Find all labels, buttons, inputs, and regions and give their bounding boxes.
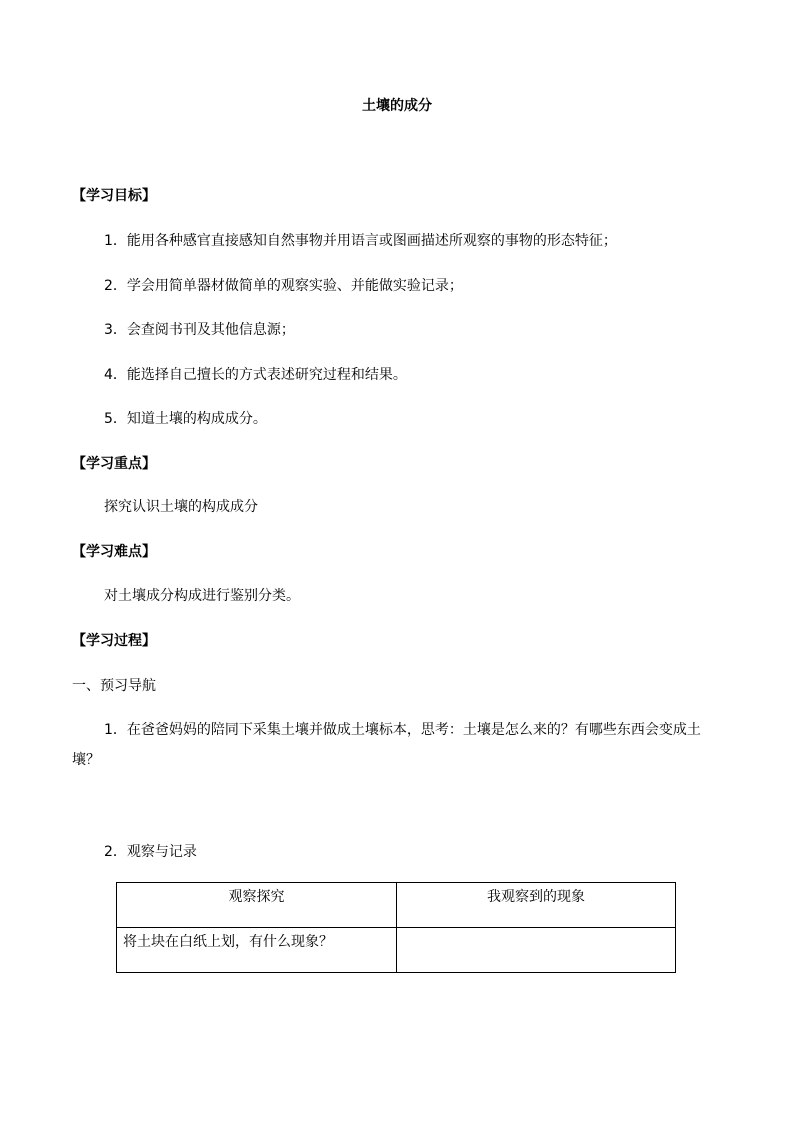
objectives-heading: 【学习目标】 — [72, 188, 156, 204]
table-header-cell: 观察探究 — [117, 883, 397, 928]
process-heading: 【学习过程】 — [72, 633, 156, 649]
objective-item-5: 5．知道土壤的构成成分。 — [104, 411, 267, 427]
question-2: 2．观察与记录 — [104, 844, 197, 860]
preview-subheading: 一、预习导航 — [72, 678, 156, 694]
difficulties-text: 对土壤成分构成进行鉴别分类。 — [104, 588, 300, 604]
objective-item-2: 2．学会用简单器材做简单的观察实验、并能做实验记录； — [104, 278, 463, 294]
objective-item-4: 4．能选择自己擅长的方式表述研究过程和结果。 — [104, 367, 407, 383]
objective-item-3: 3．会查阅书刊及其他信息源； — [104, 322, 295, 338]
table-header-cell: 我观察到的现象 — [397, 883, 676, 928]
key-points-heading: 【学习重点】 — [72, 456, 156, 472]
question-1: 1．在爸爸妈妈的陪同下采集土壤并做成土壤标本，思考：土壤是怎么来的？有哪些东西会变成土壤？ — [72, 722, 701, 768]
difficulties-heading: 【学习难点】 — [72, 544, 156, 560]
table-cell[interactable] — [397, 928, 676, 973]
table-row — [117, 928, 676, 973]
table-cell: 将土块在白纸上划，有什么现象？ — [117, 928, 397, 973]
table-header-row — [117, 883, 676, 928]
observation-table — [116, 882, 676, 973]
key-points-text: 探究认识土壤的构成成分 — [104, 499, 258, 515]
page-title: 土壤的成分 — [362, 98, 432, 114]
objective-item-1: 1．能用各种感官直接感知自然事物并用语言或图画描述所观察的事物的形态特征； — [104, 233, 617, 249]
